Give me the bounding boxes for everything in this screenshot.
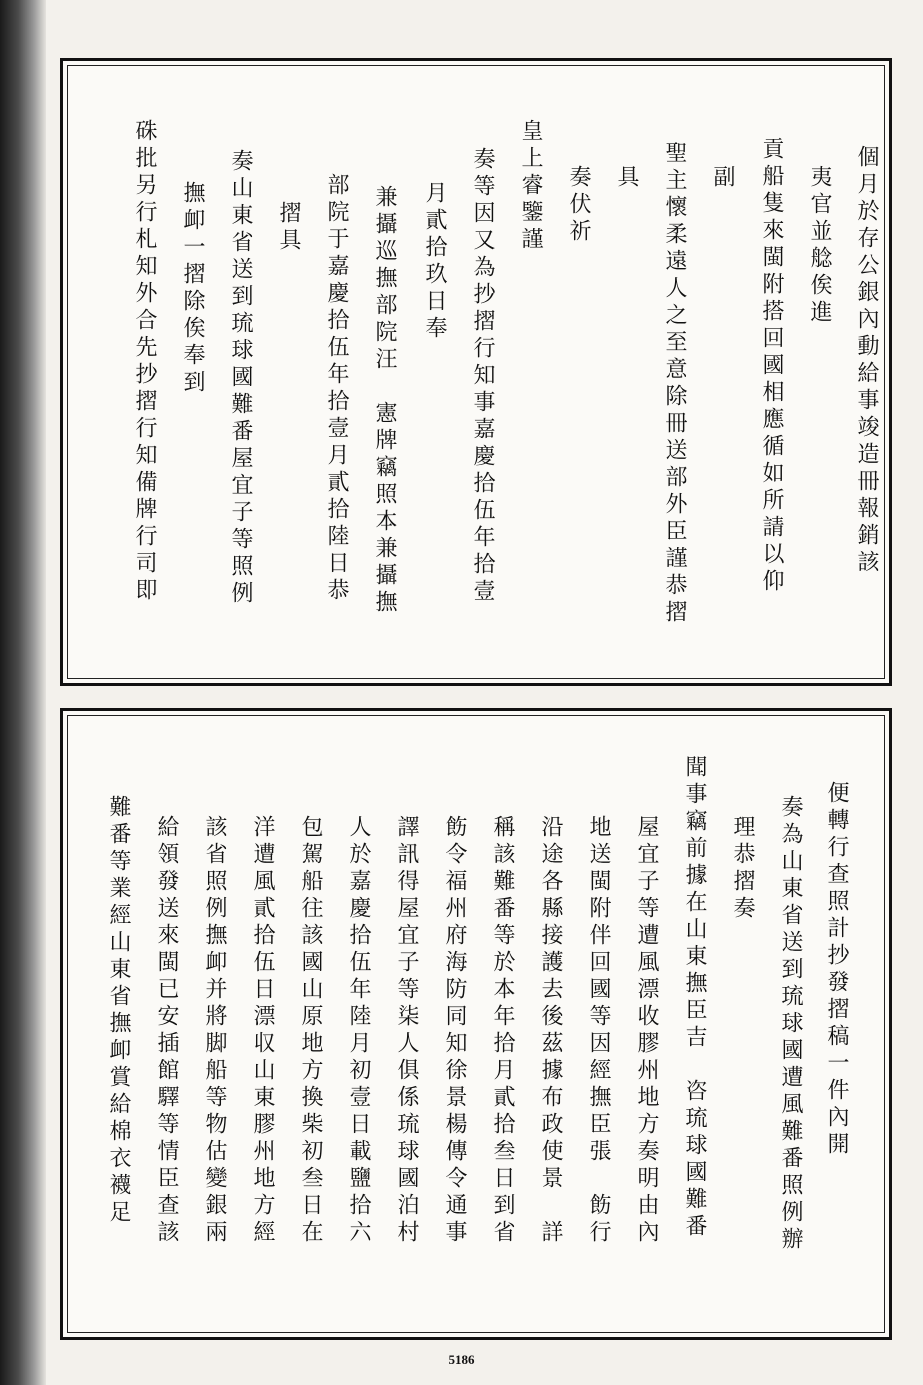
bottom-column-7: 沿途各縣接護去後茲據布政使景 詳 [538,815,563,1247]
top-column-11: 兼攝巡撫部院汪 憲牌竊照本兼攝撫 [372,185,397,617]
bottom-document-panel [60,708,892,1340]
top-column-1: 個月於存公銀內動給事竣造冊報銷該 [854,145,879,577]
bottom-column-4: 聞事竊前據在山東撫臣吉 咨琉球國難番 [682,755,707,1241]
top-column-15: 撫卹一摺除俟奉到 [180,181,205,397]
bottom-column-16: 難番等業經山東省撫卹賞給棉衣襪足 [106,795,131,1227]
top-column-4: 副 [710,165,735,192]
bottom-column-3: 理恭摺奏 [730,815,755,923]
top-column-16: 硃批另行札知外合先抄摺行知備牌行司即 [132,119,157,605]
top-column-7: 奏伏祈 [566,165,591,246]
page-number: 5186 [448,1352,475,1367]
top-column-13: 摺具 [276,201,301,255]
bottom-column-5: 屋宜子等遭風漂收膠州地方奏明由內 [634,815,659,1247]
bottom-column-15: 給領發送來閩已安插館驛等情臣查該 [154,815,179,1247]
top-column-10: 月貳拾玖日奉 [422,181,447,343]
top-document-panel [60,58,892,686]
bottom-column-9: 飭令福州府海防同知徐景楊傳令通事 [442,815,467,1247]
bottom-column-13: 洋遭風貳拾伍日漂収山東膠州地方經 [250,815,275,1247]
bottom-panel-inner-border [67,715,885,1333]
bottom-column-6: 地送閩附伴回國等因經撫臣張 飭行 [586,815,611,1247]
top-column-14: 奏山東省送到琉球國難番屋宜子等照例 [228,149,253,608]
top-column-3: 貢船隻來閩附搭回國相應循如所請以仰 [759,137,784,596]
top-column-9: 奏等因又為抄摺行知事嘉慶拾伍年拾壹 [470,147,495,606]
top-column-2: 夷官並艌俟進 [807,165,832,327]
bottom-column-14: 該省照例撫卹并將脚船等物估變銀兩 [202,815,227,1247]
bottom-column-1: 便轉行查照計抄發摺稿一件內開 [824,781,849,1159]
top-column-6: 具 [614,165,639,192]
bottom-column-10: 譯訊得屋宜子等柒人俱係琉球國泊村 [394,815,419,1247]
bottom-column-2: 奏為山東省送到琉球國遭風難番照例辦 [778,795,803,1254]
bottom-column-8: 稱該難番等於本年拾月貳拾叁日到省 [490,815,515,1247]
book-binding-shadow [0,0,46,1385]
top-column-5: 聖主懷柔遠人之至意除冊送部外臣謹恭摺 [662,141,687,627]
bottom-column-12: 包駕船往該國山原地方換柴初叁日在 [298,815,323,1247]
bottom-column-11: 人於嘉慶拾伍年陸月初壹日載鹽拾六 [346,815,371,1247]
top-column-8: 皇上睿鑒謹 [518,119,543,254]
top-column-12: 部院于嘉慶拾伍年拾壹月貳拾陸日恭 [324,173,349,605]
